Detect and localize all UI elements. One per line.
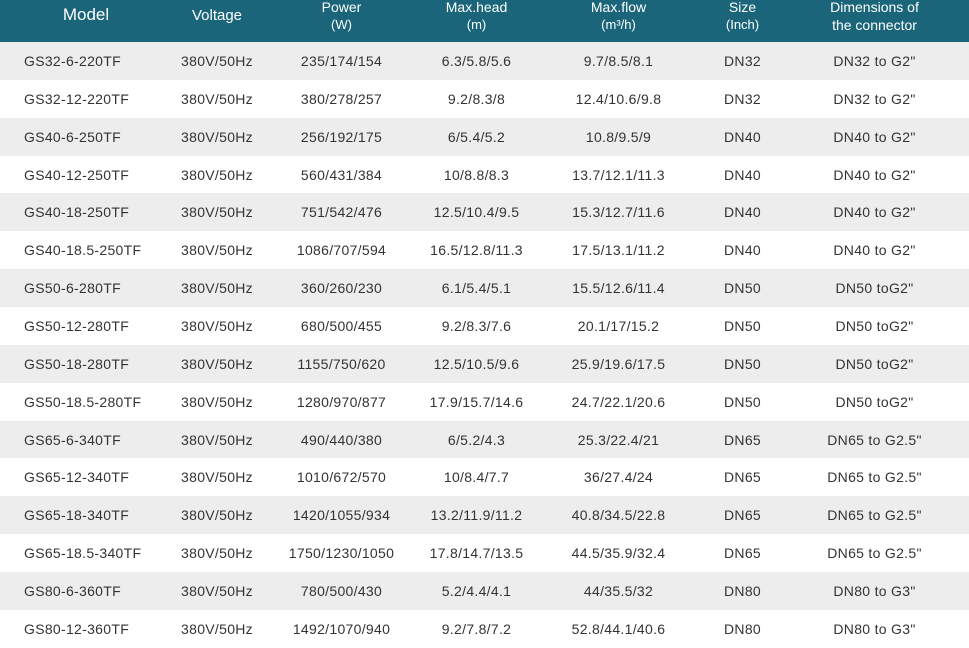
cell-model: GS65-6-340TF bbox=[24, 431, 121, 448]
cell-power: 360/260/230 bbox=[300, 280, 383, 297]
cell-connector: DN32 to G2" bbox=[833, 90, 916, 107]
cell-voltage: 380V/50Hz bbox=[181, 166, 253, 183]
header-voltage-label: Voltage bbox=[191, 7, 243, 24]
header-max-head-label: Max.head bbox=[445, 0, 508, 15]
cell-connector: DN50 toG2" bbox=[835, 317, 914, 334]
cell-connector: DN40 to G2" bbox=[833, 128, 916, 145]
header-size bbox=[705, 0, 780, 42]
cell-voltage: 380V/50Hz bbox=[181, 545, 253, 562]
table-row bbox=[0, 118, 969, 156]
header-model bbox=[0, 0, 172, 42]
cell-model: GS32-12-220TF bbox=[24, 90, 130, 107]
cell-max-flow: 40.8/34.5/22.8 bbox=[571, 507, 666, 524]
cell-voltage: 380V/50Hz bbox=[181, 355, 253, 372]
cell-voltage: 380V/50Hz bbox=[181, 128, 253, 145]
cell-max-flow: 24.7/22.1/20.6 bbox=[571, 393, 666, 410]
cell-voltage: 380V/50Hz bbox=[181, 469, 253, 486]
header-max-flow-unit: (m³/h) bbox=[601, 17, 636, 32]
cell-max-flow: 15.5/12.6/11.4 bbox=[572, 280, 665, 297]
cell-connector: DN65 to G2.5" bbox=[827, 431, 922, 448]
header-model-label: Model bbox=[62, 5, 110, 24]
cell-model: GS80-6-360TF bbox=[24, 582, 121, 599]
cell-model: GS50-18-280TF bbox=[24, 355, 130, 372]
cell-connector: DN32 to G2" bbox=[833, 52, 916, 69]
header-power-label: Power bbox=[321, 0, 362, 15]
cell-max-head: 6/5.2/4.3 bbox=[447, 431, 506, 448]
table-row bbox=[0, 269, 969, 307]
cell-connector: DN65 to G2.5" bbox=[827, 545, 922, 562]
table-row bbox=[0, 345, 969, 383]
cell-power: 1750/1230/1050 bbox=[288, 545, 395, 562]
cell-max-flow: 44/35.5/32 bbox=[583, 582, 654, 599]
table-row bbox=[0, 80, 969, 118]
table-row bbox=[0, 307, 969, 345]
cell-connector: DN80 to G3" bbox=[833, 620, 916, 637]
table-row bbox=[0, 231, 969, 269]
header-max-head bbox=[421, 0, 532, 42]
table-row bbox=[0, 496, 969, 534]
table-header bbox=[0, 0, 969, 42]
cell-max-head: 6/5.4/5.2 bbox=[447, 128, 506, 145]
cell-size: DN40 bbox=[724, 204, 761, 221]
cell-power: 751/542/476 bbox=[300, 204, 383, 221]
cell-max-head: 16.5/12.8/11.3 bbox=[430, 242, 523, 259]
cell-power: 560/431/384 bbox=[300, 166, 383, 183]
cell-max-head: 5.2/4.4/4.1 bbox=[441, 582, 512, 599]
cell-size: DN65 bbox=[724, 507, 761, 524]
cell-max-flow: 25.3/22.4/21 bbox=[577, 431, 660, 448]
header-power bbox=[262, 0, 421, 42]
cell-model: GS50-12-280TF bbox=[24, 317, 130, 334]
cell-connector: DN65 to G2.5" bbox=[827, 469, 922, 486]
cell-voltage: 380V/50Hz bbox=[181, 431, 253, 448]
cell-power: 490/440/380 bbox=[300, 431, 383, 448]
cell-model: GS65-12-340TF bbox=[24, 469, 130, 486]
cell-power: 1280/970/877 bbox=[296, 393, 387, 410]
header-connector-line1: Dimensions of bbox=[830, 0, 919, 15]
cell-power: 1010/672/570 bbox=[296, 469, 387, 486]
cell-voltage: 380V/50Hz bbox=[181, 620, 253, 637]
cell-size: DN65 bbox=[724, 469, 761, 486]
cell-size: DN50 bbox=[724, 317, 761, 334]
cell-voltage: 380V/50Hz bbox=[181, 507, 253, 524]
cell-max-head: 10/8.8/8.3 bbox=[443, 166, 510, 183]
header-row bbox=[0, 0, 969, 42]
table-body bbox=[0, 42, 969, 648]
cell-model: GS65-18.5-340TF bbox=[24, 545, 142, 562]
cell-max-flow: 52.8/44.1/40.6 bbox=[571, 620, 666, 637]
table-row bbox=[0, 572, 969, 610]
table-row bbox=[0, 458, 969, 496]
cell-max-head: 6.3/5.8/5.6 bbox=[441, 52, 512, 69]
header-max-flow-label: Max.flow bbox=[590, 0, 647, 15]
table-row bbox=[0, 383, 969, 421]
cell-size: DN50 bbox=[724, 280, 761, 297]
header-connector-line2: the connector bbox=[832, 17, 917, 33]
cell-connector: DN65 to G2.5" bbox=[827, 507, 922, 524]
cell-connector: DN80 to G3" bbox=[833, 582, 916, 599]
cell-model: GS50-6-280TF bbox=[24, 280, 121, 297]
cell-power: 680/500/455 bbox=[300, 317, 383, 334]
cell-voltage: 380V/50Hz bbox=[181, 393, 253, 410]
cell-size: DN40 bbox=[724, 166, 761, 183]
header-size-unit: (Inch) bbox=[725, 17, 760, 32]
header-voltage bbox=[172, 0, 262, 42]
cell-model: GS50-18.5-280TF bbox=[24, 393, 142, 410]
cell-model: GS65-18-340TF bbox=[24, 507, 130, 524]
header-max-flow bbox=[532, 0, 705, 42]
cell-voltage: 380V/50Hz bbox=[181, 242, 253, 259]
table-row bbox=[0, 421, 969, 459]
table-row bbox=[0, 42, 969, 80]
cell-max-flow: 12.4/10.6/9.8 bbox=[575, 90, 662, 107]
cell-max-head: 12.5/10.4/9.5 bbox=[433, 204, 520, 221]
table-row bbox=[0, 534, 969, 572]
cell-model: GS80-12-360TF bbox=[24, 620, 130, 637]
cell-power: 256/192/175 bbox=[300, 128, 383, 145]
cell-model: GS40-12-250TF bbox=[24, 166, 130, 183]
cell-max-flow: 10.8/9.5/9 bbox=[585, 128, 652, 145]
cell-max-flow: 25.9/19.6/17.5 bbox=[571, 355, 666, 372]
cell-max-head: 9.2/8.3/8 bbox=[447, 90, 506, 107]
cell-connector: DN50 toG2" bbox=[835, 355, 914, 372]
cell-max-flow: 13.7/12.1/11.3 bbox=[572, 166, 665, 183]
cell-power: 235/174/154 bbox=[300, 52, 383, 69]
cell-power: 1086/707/594 bbox=[296, 242, 387, 259]
cell-size: DN40 bbox=[724, 128, 761, 145]
header-connector bbox=[780, 0, 969, 42]
cell-max-head: 9.2/7.8/7.2 bbox=[441, 620, 512, 637]
table-row bbox=[0, 610, 969, 648]
cell-max-flow: 15.3/12.7/11.6 bbox=[572, 204, 665, 221]
cell-model: GS32-6-220TF bbox=[24, 52, 121, 69]
cell-connector: DN50 toG2" bbox=[835, 393, 914, 410]
cell-size: DN32 bbox=[724, 52, 761, 69]
cell-max-head: 13.2/11.9/11.2 bbox=[430, 507, 523, 524]
cell-power: 380/278/257 bbox=[300, 90, 383, 107]
cell-max-head: 10/8.4/7.7 bbox=[443, 469, 510, 486]
cell-connector: DN40 to G2" bbox=[833, 166, 916, 183]
cell-size: DN80 bbox=[724, 582, 761, 599]
cell-voltage: 380V/50Hz bbox=[181, 280, 253, 297]
cell-max-head: 12.5/10.5/9.6 bbox=[433, 355, 520, 372]
cell-size: DN40 bbox=[724, 242, 761, 259]
cell-max-flow: 44.5/35.9/32.4 bbox=[571, 545, 666, 562]
table-row bbox=[0, 193, 969, 231]
cell-connector: DN40 to G2" bbox=[833, 204, 916, 221]
cell-max-head: 6.1/5.4/5.1 bbox=[441, 280, 512, 297]
header-power-unit: (W) bbox=[331, 17, 352, 32]
cell-size: DN50 bbox=[724, 355, 761, 372]
header-max-head-unit: (m) bbox=[466, 17, 487, 32]
cell-max-flow: 17.5/13.1/11.2 bbox=[572, 242, 665, 259]
cell-voltage: 380V/50Hz bbox=[181, 52, 253, 69]
cell-power: 1492/1070/940 bbox=[292, 620, 391, 637]
header-size-label: Size bbox=[728, 0, 757, 15]
cell-max-flow: 36/27.4/24 bbox=[583, 469, 654, 486]
cell-size: DN65 bbox=[724, 545, 761, 562]
cell-size: DN80 bbox=[724, 620, 761, 637]
cell-size: DN65 bbox=[724, 431, 761, 448]
cell-power: 1420/1055/934 bbox=[292, 507, 391, 524]
cell-voltage: 380V/50Hz bbox=[181, 90, 253, 107]
cell-model: GS40-18-250TF bbox=[24, 204, 130, 221]
cell-max-flow: 9.7/8.5/8.1 bbox=[583, 52, 654, 69]
cell-size: DN32 bbox=[724, 90, 761, 107]
cell-model: GS40-18.5-250TF bbox=[24, 242, 142, 259]
cell-connector: DN50 toG2" bbox=[835, 280, 914, 297]
cell-voltage: 380V/50Hz bbox=[181, 204, 253, 221]
cell-voltage: 380V/50Hz bbox=[181, 582, 253, 599]
table-row bbox=[0, 156, 969, 194]
cell-size: DN50 bbox=[724, 393, 761, 410]
cell-max-head: 17.8/14.7/13.5 bbox=[429, 545, 524, 562]
cell-voltage: 380V/50Hz bbox=[181, 317, 253, 334]
cell-power: 1155/750/620 bbox=[297, 355, 386, 372]
cell-connector: DN40 to G2" bbox=[833, 242, 916, 259]
cell-power: 780/500/430 bbox=[300, 582, 383, 599]
cell-max-head: 9.2/8.3/7.6 bbox=[441, 317, 512, 334]
cell-model: GS40-6-250TF bbox=[24, 128, 121, 145]
cell-max-head: 17.9/15.7/14.6 bbox=[429, 393, 524, 410]
cell-max-flow: 20.1/17/15.2 bbox=[577, 317, 660, 334]
